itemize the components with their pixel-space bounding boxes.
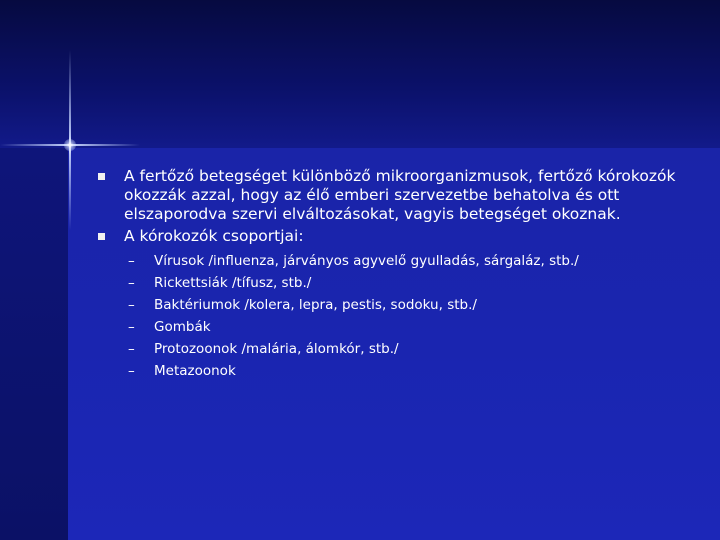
dash-bullet-icon: – [128,253,135,269]
dash-bullet-icon: – [128,297,135,313]
pathogen-group-list [96,250,696,382]
list-item [96,338,696,360]
list-item [96,294,696,316]
list-item-text: Metazoonok [154,363,236,379]
list-item [96,316,696,338]
dash-bullet-icon: – [128,319,135,335]
bullet-text: A kórokozók csoportjai: [124,227,304,245]
bullet-text: A fertőző betegséget különböző mikroorganizmusok, fertőző kórokozók okozzák azzal, hogy az élő emberi szervezetbe behatolva és ott elszaporodva szervi elváltozásokat, vagyis betegséget okoznak. [124,167,676,223]
bullet-item-definition [96,167,696,224]
square-bullet-icon [98,233,105,240]
list-item-text: Protozoonok /malária, álomkór, stb./ [154,341,399,357]
list-item [96,250,696,272]
dash-bullet-icon: – [128,341,135,357]
list-item-text: Gombák [154,319,211,335]
background-left-band [0,148,68,540]
bullet-item-groups [96,227,696,246]
background-top-band [0,0,720,148]
list-item [96,360,696,382]
dash-bullet-icon: – [128,363,135,379]
list-item-text: Baktériumok /kolera, lepra, pestis, sodoku, stb./ [154,297,477,313]
dash-bullet-icon: – [128,275,135,291]
list-item [96,272,696,294]
list-item-text: Vírusok /influenza, járványos agyvelő gyulladás, sárgaláz, stb./ [154,253,579,269]
slide-body [96,167,696,382]
list-item-text: Rickettsiák /tífusz, stb./ [154,275,312,291]
square-bullet-icon [98,173,105,180]
